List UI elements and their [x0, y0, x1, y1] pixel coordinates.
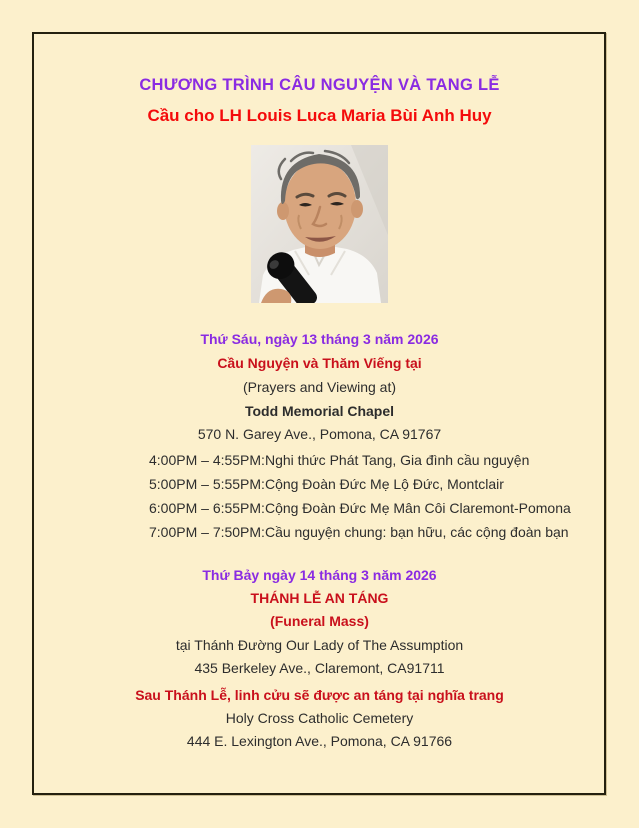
schedule-time: 4:00PM – 4:55PM: — [149, 452, 265, 468]
friday-heading-en: (Prayers and Viewing at) — [242, 379, 397, 395]
funeral-mass-title: THÁNH LỄ AN TÁNG — [250, 590, 389, 606]
schedule-time: 7:00PM – 7:50PM: — [149, 524, 265, 540]
friday-heading-vi: Cầu Nguyện và Thăm Viếng tại — [217, 355, 422, 371]
schedule-row — [149, 500, 571, 516]
friday-venue: Todd Memorial Chapel — [244, 403, 395, 419]
friday-date: Thứ Sáu, ngày 13 tháng 3 năm 2026 — [200, 331, 439, 347]
funeral-mass-subtitle: (Funeral Mass) — [270, 613, 369, 629]
schedule-event: Nghi thức Phát Tang, Gia đình cầu nguyện — [264, 452, 530, 468]
schedule-event: Cộng Đoàn Đức Mẹ Lộ Đức, Montclair — [264, 476, 504, 492]
schedule-event: Cầu nguyện chung: bạn hữu, các cộng đoàn bạn — [264, 524, 569, 540]
saturday-date: Thứ Bảy ngày 14 tháng 3 năm 2026 — [202, 567, 437, 583]
cemetery-name: Holy Cross Catholic Cemetery — [225, 710, 414, 726]
saturday-venue: tại Thánh Đường Our Lady of The Assumption — [175, 637, 464, 653]
cemetery-address: 444 E. Lexington Ave., Pomona, CA 91766 — [186, 733, 453, 749]
schedule-row — [149, 476, 504, 492]
schedule-time: 6:00PM – 6:55PM: — [149, 500, 265, 516]
deceased-name: Cầu cho LH Louis Luca Maria Bùi Anh Huy — [147, 106, 492, 125]
schedule-row — [149, 524, 569, 540]
saturday-address: 435 Berkeley Ave., Claremont, CA91711 — [194, 660, 445, 676]
schedule-time: 5:00PM – 5:55PM: — [149, 476, 265, 492]
program-title: CHƯƠNG TRÌNH CÂU NGUYỆN VÀ TANG LỄ — [139, 76, 500, 94]
portrait-illustration — [251, 145, 388, 303]
schedule-row — [149, 452, 529, 468]
burial-note: Sau Thánh Lễ, linh cửu sẽ được an táng tại nghĩa trang — [135, 687, 504, 703]
friday-address: 570 N. Garey Ave., Pomona, CA 91767 — [197, 426, 442, 442]
schedule-event: Cộng Đoàn Đức Mẹ Mân Côi Claremont-Pomona — [264, 500, 571, 516]
portrait-photo — [251, 145, 388, 303]
